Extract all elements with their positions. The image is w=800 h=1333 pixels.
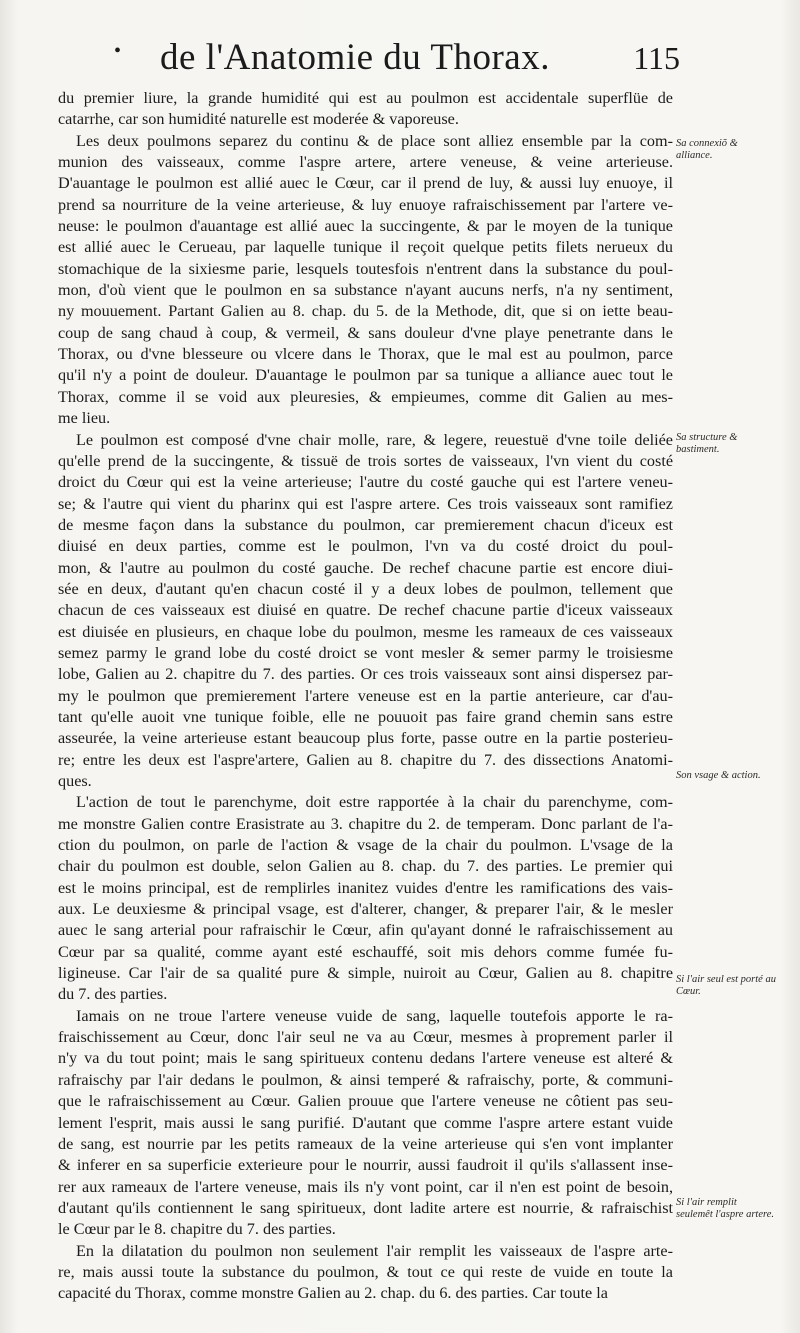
paragraph (58, 131, 673, 430)
text-line: semez parmy le grand lobe du costé droict se vont mesler & semer parmy le troisiesme (58, 643, 673, 662)
text-line: rer aux rameaux de l'artere veneuse, mais ils n'y vont point, car il n'en est point de besoin, (58, 1177, 673, 1196)
text-line: catarrhe, car son humidité naturelle est moderée & vaporeuse. (58, 110, 459, 129)
text-line: L'action de tout le parenchyme, doit estre rapportée à la chair du parenchyme, com- (76, 793, 673, 812)
text-line: mon, & l'autre au poulmon du costé gauche. De rechef chacune partie est encore diui- (58, 558, 673, 577)
paragraph (58, 1241, 673, 1305)
text-line: lement l'esprit, mais aussi le sang purifié. D'autant que comme l'aspre artere estant vuide (58, 1113, 673, 1132)
text-line: ques. (58, 772, 92, 790)
text-line: du 7. des parties. (58, 985, 168, 1004)
main-text (58, 88, 673, 1305)
text-line: est allié auec le Cerueau, par laquelle tunique il reçoit quelque petits filets nerueux du (58, 238, 673, 257)
text-line: d'autant qu'ils contiennent le sang spiritueux, dont ladite artere est nourrie, & rafraischist (58, 1198, 673, 1217)
text-line: En la dilatation du poulmon non seulement l'air remplit les vaisseaux de l'aspre arte- (76, 1241, 673, 1260)
text-line: ligineuse. Car l'air de sa qualité pure & simple, nuiroit au Cœur, Galien au 8. chapitre (58, 964, 673, 983)
text-line: Iamais on ne troue l'artere veneuse vuide de sang, laquelle toutefois apporte le ra- (76, 1006, 673, 1025)
text-line: rafraischy par l'air dedans le poulmon, & ainsi temperé & rafraischy, porte, & communi- (58, 1070, 673, 1089)
text-line: ction du poulmon, on parle de l'action & vsage de la chair du poulmon. L'vsage de la (58, 836, 673, 855)
text-line: de mesme façon dans la substance du poulmon, car premierement chacun d'iceux est (58, 515, 673, 534)
text-line: me lieu. (58, 409, 111, 428)
text-line: que le rafraischissement au Cœur. Galien prouue que l'artere veneuse ne côtient pas seu- (58, 1092, 673, 1111)
text-line: est le moins principal, est de remplirles inanitez vuides d'entre les ramifications des vais- (58, 878, 673, 897)
page-number: 115 (633, 40, 680, 76)
text-line: re; entre les deux est l'aspre'artere, Galien au 8. chapitre du 7. des dissections Anatomi- (58, 750, 673, 769)
paragraph (58, 792, 673, 1005)
text-line: lobe, Galien au 2. chapitre du 7. des parties. Or ces trois vaisseaux sont ainsi dispersez par- (58, 665, 673, 684)
text-line: n'y va du tout point; mais le sang spiritueux contenu dedans l'artere veneuse est alteré & (58, 1049, 673, 1068)
text-line: & inferer en sa superficie exterieure pour le nourrir, aussi faudroit il qu'ils s'allassent inse- (58, 1156, 673, 1175)
margin-note: Si l'air seul est porté au Cœur. (676, 974, 776, 997)
text-line: neuse: le poulmon d'auantage est allié auec la succingente, & par le moyen de la tunique (58, 217, 673, 236)
text-line: fraischissement au Cœur, donc l'air seul ne va au Cœur, mesmes à proprement parler il (58, 1028, 673, 1047)
margin-note: Sa connexiõ & alliance. (676, 138, 738, 161)
text-line: tant qu'elle auoit vne tunique foible, elle ne pouuoit pas faire grand chemin sans estre (58, 707, 673, 726)
text-line: Thorax, comme il se void aux pleuresies, & empieumes, comme dit Galien au mes- (58, 387, 673, 406)
text-line: qu'il n'y a point de douleur. D'auantage le poulmon par sa tunique a alliance auec tout le (58, 366, 673, 385)
margin-note: Sa structure & bastiment. (676, 432, 738, 455)
margin-note: Si l'air remplit seulemêt l'aspre artere. (676, 1197, 774, 1220)
text-line: chair du poulmon est double, selon Galien au 8. chap. du 7. des parties. Le premier qui (58, 857, 673, 876)
text-line: D'auantage le poulmon est allié auec le Cœur, car il prend de luy, & aussi luy enuoye, il (58, 174, 673, 193)
text-line: aux. Le deuxiesme & principal vsage, est d'alterer, changer, & preparer l'air, & le mesler (58, 900, 673, 919)
text-line: prend sa nourriture de la veine arterieuse, & luy enuoye rafraischissement par l'artere ve- (58, 195, 673, 214)
text-line: Cœur par sa qualité, comme ayant esté eschauffé, soit mis dehors comme fumée fu- (58, 942, 673, 961)
header-ornament: • (114, 40, 122, 62)
text-line: munion des vaisseaux, comme l'aspre artere, artere veneuse, & veine arterieuse. (58, 153, 673, 172)
text-line: coup de sang chaud à coup, & vermeil, & sans douleur d'vne playe penetrante dans le (58, 323, 673, 342)
text-line: Le poulmon est composé d'vne chair molle, rare, & legere, reuestuë d'vne toile deliée (76, 430, 673, 449)
text-line: stomachique de la sixiesme parie, lesquels toutesfois n'entrent dans la substance du poul- (58, 259, 673, 278)
paragraph (58, 430, 673, 793)
text-line: Les deux poulmons separez du continu & de place sont alliez ensemble par la com- (76, 131, 673, 150)
text-line: Thorax, ou d'vne blesseure ou vlcere dans le Thorax, que le mal est au poulmon, parce (58, 345, 673, 364)
text-line: mon, d'où vient que le poulmon en sa substance n'ayant aucuns nerfs, n'a ny sentiment, (58, 281, 673, 300)
text-line: qu'elle prend de la succingente, & tissuë de trois sortes de vaisseaux, l'vn vient du costé (58, 451, 673, 470)
running-header (114, 36, 680, 92)
text-line: sée en deux, d'autant qu'en chacun costé il y a deux lobes de poulmon, tellement que (58, 579, 673, 598)
text-line: me monstre Galien contre Erasistrate au 3. chapitre du 2. de temperam. Donc parlant de l'a- (58, 814, 673, 833)
margin-note: Son vsage & action. (676, 770, 761, 781)
paragraph (58, 1006, 673, 1241)
text-line: du premier liure, la grande humidité qui est au poulmon est accidentale superflüe de (58, 89, 673, 107)
text-line: se; & l'autre qui vient du pharinx qui est l'aspre artere. Ces trois vaisseaux sont ramifiez (58, 494, 673, 513)
text-line: droict du Cœur qui est la veine arterieuse; l'autre du costé gauche qui est l'artere veneu- (58, 473, 673, 492)
text-line: diuisé en deux parties, comme est le poulmon, l'vn va du costé droict du poul- (58, 537, 673, 556)
running-title: de l'Anatomie du Thorax. (160, 37, 550, 78)
text-line: auec le sang arterial pour rafraischir le Cœur, afin qu'ayant donné le rafraischissement au (58, 921, 673, 940)
text-line: re, mais aussi toute la substance du poulmon, & tout ce qui reste de vuide en toute la (58, 1262, 673, 1281)
text-line: chacun de ces vaisseaux est diuisé en quatre. De rechef chacune partie d'iceux vaisseaux (58, 601, 673, 620)
text-line: my le poulmon que premierement l'artere veneuse est en la partie anterieure, car d'au- (58, 686, 673, 705)
text-line: de sang, est nourrie par les petits rameaux de la veine arterieuse qui s'en vont implanter (58, 1134, 673, 1153)
text-line: asseurée, la veine arterieuse estant beaucoup plus forte, passe outre en la partie posterieu- (58, 729, 673, 748)
text-line: le Cœur par le 8. chapitre du 7. des parties. (58, 1220, 336, 1239)
text-line: ny mouuement. Partant Galien au 8. chap. du 5. de la Methode, dit, que si on iette beau- (58, 302, 673, 321)
text-line: est diuisée en plusieurs, en chaque lobe du poulmon, mesme les rameaux de ces vaisseaux (58, 622, 673, 641)
paragraph (58, 88, 673, 131)
text-line: capacité du Thorax, comme monstre Galien au 2. chap. du 6. des parties. Car toute la (58, 1284, 608, 1303)
